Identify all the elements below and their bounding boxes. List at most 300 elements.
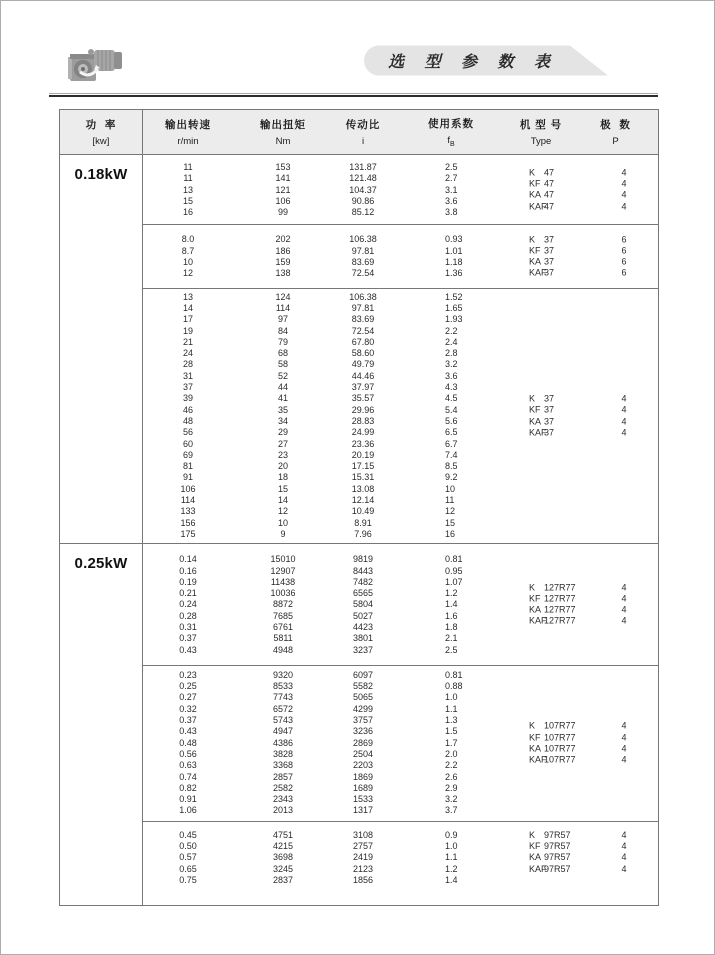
type-number: 37 [544, 233, 555, 244]
data-row [143, 692, 658, 703]
output-speed-value: 0.23 [179, 669, 197, 680]
type-prefix: KF [529, 593, 541, 604]
type-prefix: KA [529, 604, 542, 615]
output-torque-value: 27 [277, 438, 288, 449]
output-speed-value: 0.63 [179, 760, 197, 771]
pole-count: 4 [621, 581, 627, 592]
output-speed-value: 16 [182, 207, 193, 218]
output-torque-value: 58 [277, 359, 288, 370]
ratio-value: 58.60 [351, 348, 375, 359]
service-factor-value: 4.5 [445, 393, 458, 404]
type-prefix: KA [529, 415, 542, 426]
column-header [393, 110, 509, 154]
page-title: 选 型 参 数 表 [388, 54, 558, 71]
output-torque-value: 4215 [272, 841, 294, 852]
data-row [143, 506, 658, 517]
output-speed-value: 60 [182, 438, 193, 449]
data-row [143, 371, 658, 382]
title-banner [363, 45, 621, 76]
ratio-value: 2419 [352, 852, 374, 863]
output-torque-value: 14 [277, 495, 288, 506]
output-torque-value: 153 [275, 162, 291, 172]
service-factor-value: 3.1 [445, 184, 458, 195]
type-row [529, 405, 640, 416]
type-row [529, 616, 640, 627]
output-speed-value: 46 [182, 404, 193, 415]
type-row [529, 393, 640, 404]
column-header-zh: 输出转速 [165, 119, 211, 131]
ratio-value: 3108 [352, 829, 374, 840]
service-factor-value: 1.93 [445, 314, 463, 325]
ratio-value: 2504 [352, 748, 374, 759]
ratio-value: 6097 [352, 669, 374, 680]
type-row [529, 268, 640, 279]
column-header-unit: P [612, 136, 619, 147]
data-row [143, 326, 658, 337]
type-row [529, 245, 640, 256]
service-factor-value: 7.4 [445, 449, 458, 460]
output-speed-value: 0.25 [179, 681, 197, 692]
output-torque-value: 7685 [272, 610, 294, 621]
output-speed-value: 0.32 [179, 703, 197, 714]
data-block [143, 821, 658, 906]
type-prefix: KA [529, 852, 542, 863]
power-cell [60, 544, 143, 906]
output-torque-value: 4751 [272, 829, 294, 840]
service-factor-value: 2.6 [445, 771, 458, 782]
pole-count: 4 [621, 604, 627, 615]
column-header-zh: 极 数 [600, 119, 631, 131]
type-row [529, 167, 640, 178]
type-prefix: KAF [529, 754, 547, 765]
output-speed-value: 133 [180, 506, 196, 517]
pole-count: 4 [621, 593, 627, 604]
ratio-value: 8.91 [354, 517, 372, 528]
data-row [143, 461, 658, 472]
type-number: 37 [544, 267, 555, 278]
type-row [529, 852, 640, 863]
service-factor-value: 1.5 [445, 726, 458, 737]
service-factor-value: 0.9 [445, 829, 458, 840]
column-header-unit: Nm [275, 136, 291, 147]
output-speed-value: 15 [182, 195, 193, 206]
output-torque-value: 35 [277, 404, 288, 415]
output-speed-value: 0.74 [179, 771, 197, 782]
ratio-value: 5582 [352, 681, 374, 692]
pole-count: 4 [621, 754, 627, 765]
service-factor-value: 2.7 [445, 173, 458, 184]
output-torque-value: 186 [275, 245, 291, 256]
type-number: 47 [544, 189, 555, 200]
output-torque-value: 5743 [272, 715, 294, 726]
ratio-value: 4299 [352, 703, 374, 714]
output-torque-value: 79 [277, 336, 288, 347]
ratio-value: 15.31 [351, 472, 375, 483]
output-torque-value: 9320 [272, 669, 294, 680]
output-speed-value: 13 [182, 291, 193, 302]
pole-count: 6 [621, 256, 627, 267]
data-row [143, 529, 658, 540]
type-number: 37 [544, 404, 555, 415]
service-factor-value: 1.36 [445, 268, 463, 279]
output-speed-value: 0.21 [179, 588, 197, 599]
ratio-value: 1856 [352, 874, 374, 885]
type-number: 97R57 [544, 841, 571, 852]
data-row [143, 303, 658, 314]
output-speed-value: 0.48 [179, 737, 197, 748]
output-torque-value: 18 [277, 472, 288, 483]
service-factor-value: 1.01 [445, 245, 463, 256]
type-row [529, 427, 640, 438]
data-row [143, 681, 658, 692]
type-number: 127R77 [544, 615, 576, 626]
ratio-value: 49.79 [351, 359, 375, 370]
type-list [529, 830, 640, 875]
ratio-value: 97.81 [351, 245, 375, 256]
data-block [143, 544, 658, 665]
service-factor-value: 1.8 [445, 621, 458, 632]
column-header [509, 110, 573, 154]
type-number: 107R77 [544, 743, 576, 754]
type-prefix: KF [529, 178, 541, 189]
output-torque-value: 23 [277, 449, 288, 460]
ratio-value: 5027 [352, 610, 374, 621]
service-factor-value: 4.3 [445, 382, 458, 393]
output-torque-value: 10036 [270, 588, 296, 599]
column-header [143, 110, 233, 154]
service-factor-value: 3.8 [445, 207, 458, 218]
service-factor-value: 2.4 [445, 336, 458, 347]
type-prefix: K [529, 393, 536, 404]
type-row [529, 605, 640, 616]
column-header-zh: 机 型 号 [519, 119, 563, 131]
service-factor-value: 2.5 [445, 644, 458, 655]
service-factor-value: 3.6 [445, 370, 458, 381]
service-factor-value: 16 [445, 528, 456, 539]
type-row [529, 257, 640, 268]
output-torque-value: 2343 [272, 794, 294, 805]
type-prefix: KF [529, 404, 541, 415]
output-speed-value: 0.45 [179, 829, 197, 840]
data-row [143, 794, 658, 805]
service-factor-value: 2.0 [445, 748, 458, 759]
output-speed-value: 37 [182, 382, 193, 393]
output-speed-value: 1.06 [179, 805, 197, 816]
pole-count: 4 [621, 415, 627, 426]
output-speed-value: 39 [182, 393, 193, 404]
type-number: 47 [544, 201, 555, 212]
service-factor-value: 1.4 [445, 874, 458, 885]
type-number: 107R77 [544, 720, 576, 731]
output-torque-value: 138 [275, 268, 291, 279]
output-torque-value: 8872 [272, 599, 294, 610]
pole-count: 6 [621, 233, 627, 244]
type-number: 97R57 [544, 863, 571, 874]
ratio-value: 5804 [352, 599, 374, 610]
column-header-unit: i [361, 136, 365, 147]
output-speed-value: 81 [182, 461, 193, 472]
output-speed-value: 0.91 [179, 794, 197, 805]
ratio-value: 72.54 [351, 325, 375, 336]
output-torque-value: 124 [275, 291, 291, 302]
output-speed-value: 28 [182, 359, 193, 370]
column-header-zh: 输出扭矩 [260, 119, 306, 131]
output-speed-value: 8.7 [181, 245, 195, 256]
output-torque-value: 8533 [272, 681, 294, 692]
service-factor-value: 1.2 [445, 863, 458, 874]
pole-count: 4 [621, 863, 627, 874]
service-factor-value: 2.1 [445, 633, 458, 644]
ratio-value: 1689 [352, 782, 374, 793]
output-torque-value: 121 [275, 184, 291, 195]
data-row [143, 484, 658, 495]
type-number: 127R77 [544, 604, 576, 615]
table-body [60, 155, 658, 906]
service-factor-value: 1.52 [445, 291, 463, 302]
gearmotor-illustration [67, 41, 125, 87]
service-factor-value: 1.0 [445, 841, 458, 852]
data-row [143, 337, 658, 348]
output-speed-value: 106 [180, 483, 196, 494]
type-number: 47 [544, 178, 555, 189]
output-torque-value: 12 [277, 506, 288, 517]
output-speed-value: 0.24 [179, 599, 197, 610]
data-block [143, 224, 658, 287]
ratio-value: 7.96 [354, 528, 372, 539]
output-speed-value: 0.65 [179, 863, 197, 874]
output-torque-value: 202 [275, 234, 291, 245]
ratio-value: 2203 [352, 760, 374, 771]
output-speed-value: 31 [182, 370, 193, 381]
pole-count: 4 [621, 829, 627, 840]
output-speed-value: 0.50 [179, 841, 197, 852]
service-factor-value: 15 [445, 517, 456, 528]
output-speed-value: 8.0 [181, 234, 195, 245]
output-torque-value: 52 [277, 370, 288, 381]
output-torque-value: 7743 [272, 692, 294, 703]
service-factor-value: 1.6 [445, 610, 458, 621]
power-cell [60, 155, 143, 543]
service-factor-value: 1.18 [445, 257, 463, 268]
type-prefix: KA [529, 743, 542, 754]
ratio-value: 97.81 [351, 302, 375, 313]
data-row [143, 704, 658, 715]
type-prefix: KA [529, 256, 542, 267]
service-factor-value: 12 [445, 506, 456, 517]
ratio-value: 8443 [352, 565, 374, 576]
pole-count: 4 [621, 393, 627, 404]
type-row [529, 864, 640, 875]
output-torque-value: 15010 [270, 554, 296, 565]
pole-count: 4 [621, 178, 627, 189]
type-prefix: K [529, 167, 536, 178]
output-speed-value: 0.19 [179, 576, 197, 587]
ratio-value: 67.80 [351, 336, 375, 347]
output-speed-value: 114 [180, 495, 196, 506]
type-prefix: KA [529, 189, 542, 200]
ratio-value: 24.99 [351, 427, 375, 438]
output-torque-value: 6761 [272, 621, 294, 632]
type-row [529, 732, 640, 743]
output-torque-value: 2857 [272, 771, 294, 782]
data-row [143, 495, 658, 506]
type-row [529, 593, 640, 604]
output-speed-value: 175 [180, 528, 196, 539]
output-speed-value: 0.75 [179, 874, 197, 885]
pole-count: 4 [621, 720, 627, 731]
output-torque-value: 2013 [272, 805, 294, 816]
ratio-value: 20.19 [351, 449, 375, 460]
data-row [143, 439, 658, 450]
column-header [233, 110, 333, 154]
type-number: 107R77 [544, 754, 576, 765]
type-number: 127R77 [544, 593, 576, 604]
ratio-value: 1317 [352, 805, 374, 816]
output-torque-value: 2582 [272, 782, 294, 793]
ratio-value: 10.49 [351, 506, 375, 517]
data-column-headers [143, 110, 658, 154]
ratio-value: 4423 [352, 621, 374, 632]
type-list [529, 393, 640, 438]
ratio-value: 17.15 [351, 461, 375, 472]
ratio-value: 3237 [352, 644, 374, 655]
ratio-value: 7482 [352, 576, 374, 587]
type-number: 37 [544, 415, 555, 426]
output-speed-value: 69 [182, 449, 193, 460]
block-list [143, 155, 658, 543]
service-factor-value: 1.4 [445, 599, 458, 610]
data-row [143, 382, 658, 393]
output-speed-value: 13 [182, 184, 193, 195]
type-number: 127R77 [544, 581, 576, 592]
service-factor-value: 2.5 [445, 162, 458, 172]
type-list [529, 234, 640, 279]
type-number: 37 [544, 245, 555, 256]
ratio-value: 29.96 [351, 404, 375, 415]
service-factor-value: 3.2 [445, 794, 458, 805]
output-speed-value: 0.27 [179, 692, 197, 703]
ratio-value: 44.46 [351, 370, 375, 381]
output-speed-value: 10 [182, 257, 193, 268]
output-torque-value: 97 [277, 314, 288, 325]
type-prefix: KF [529, 732, 541, 742]
type-number: 37 [544, 427, 555, 438]
output-torque-value: 6572 [272, 703, 294, 714]
data-block [143, 665, 658, 821]
type-row [529, 841, 640, 852]
service-factor-value: 2.8 [445, 348, 458, 359]
output-torque-value: 11438 [270, 576, 296, 587]
service-factor-value: 1.07 [445, 576, 463, 587]
type-list [529, 582, 640, 627]
pole-count: 4 [621, 852, 627, 863]
pole-count: 4 [621, 615, 627, 626]
pole-count: 4 [621, 732, 627, 742]
service-factor-value: 2.9 [445, 782, 458, 793]
ratio-value: 121.48 [349, 173, 377, 184]
output-speed-value: 48 [182, 415, 193, 426]
ratio-value: 83.69 [351, 314, 375, 325]
service-factor-value: 1.7 [445, 737, 458, 748]
output-torque-value: 41 [277, 393, 288, 404]
type-prefix: K [529, 233, 536, 244]
power-label: 0.25kW [74, 555, 128, 573]
ratio-value: 2869 [352, 737, 374, 748]
column-header-zh: 使用系数 [428, 118, 474, 131]
output-torque-value: 5811 [273, 633, 293, 644]
ratio-value: 2123 [352, 863, 374, 874]
data-block [143, 155, 658, 224]
column-header-unit: Type [530, 136, 552, 147]
data-row [143, 450, 658, 461]
service-factor-value: 1.3 [445, 715, 458, 726]
output-speed-value: 24 [182, 348, 193, 359]
data-row [143, 292, 658, 303]
service-factor-value: 1.1 [445, 852, 458, 863]
ratio-value: 90.86 [351, 195, 375, 206]
ratio-value: 131.87 [349, 162, 377, 172]
ratio-value: 106.38 [349, 234, 377, 245]
output-speed-value: 11 [183, 162, 193, 172]
ratio-value: 72.54 [351, 268, 375, 279]
type-row [529, 743, 640, 754]
service-factor-value: 1.2 [445, 588, 458, 599]
service-factor-value: 10 [445, 483, 456, 494]
output-speed-value: 56 [182, 427, 193, 438]
output-speed-value: 0.57 [179, 852, 197, 863]
ratio-value: 1869 [352, 771, 374, 782]
gearmotor-photo [67, 41, 125, 87]
type-row [529, 830, 640, 841]
pole-count: 4 [621, 167, 627, 178]
service-factor-value: 3.6 [445, 195, 458, 206]
output-speed-value: 0.82 [179, 782, 197, 793]
type-prefix: K [529, 720, 536, 731]
ratio-value: 37.97 [351, 382, 375, 393]
service-factor-value: 8.5 [445, 461, 458, 472]
output-torque-value: 3368 [272, 760, 294, 771]
type-row [529, 755, 640, 766]
output-speed-value: 91 [182, 472, 193, 483]
power-label: 0.18kW [74, 166, 128, 183]
service-factor-value: 0.81 [445, 554, 463, 565]
column-header-zh: 传动比 [345, 119, 381, 131]
data-row [143, 518, 658, 529]
power-column-header [60, 110, 143, 154]
output-speed-value: 17 [182, 314, 193, 325]
type-prefix: KAF [529, 201, 547, 212]
type-prefix: KF [529, 245, 541, 256]
type-prefix: K [529, 829, 536, 840]
output-speed-value: 0.37 [179, 633, 197, 644]
output-torque-value: 34 [277, 415, 288, 426]
column-header-unit: [kw] [92, 136, 110, 147]
ratio-value: 85.12 [351, 207, 375, 218]
data-row [143, 348, 658, 359]
type-prefix: KAF [529, 615, 547, 626]
type-number: 47 [544, 167, 555, 178]
pole-count: 4 [621, 404, 627, 415]
service-factor-value: 3.7 [445, 805, 458, 816]
service-factor-value: 6.5 [445, 427, 458, 438]
data-row [143, 772, 658, 783]
type-prefix: KAF [529, 267, 547, 278]
ratio-value: 3757 [352, 715, 374, 726]
pole-count: 6 [621, 267, 627, 278]
output-torque-value: 44 [277, 382, 288, 393]
output-torque-value: 20 [277, 461, 288, 472]
output-torque-value: 68 [277, 348, 288, 359]
